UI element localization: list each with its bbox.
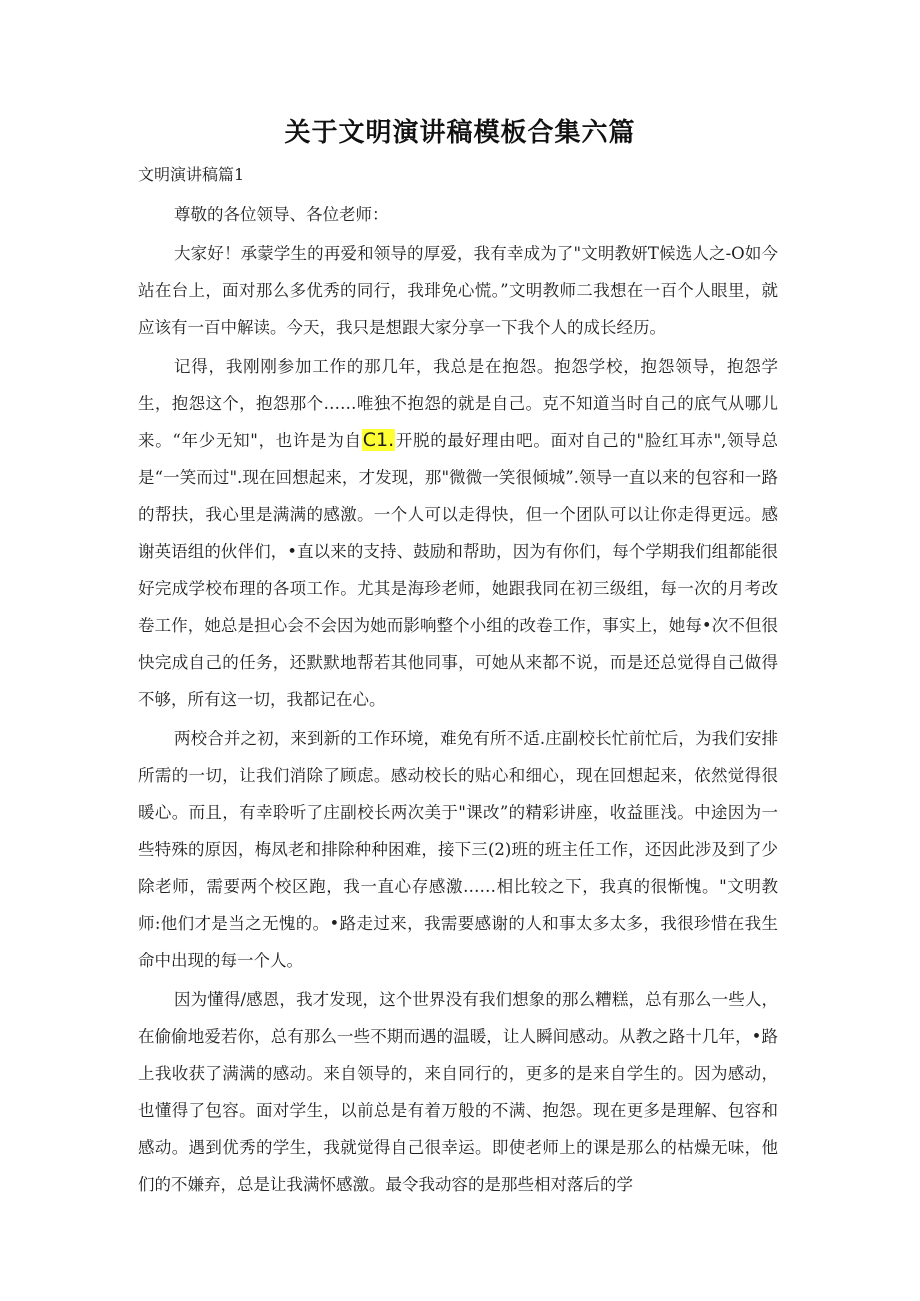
document-body [138, 196, 778, 1205]
paragraph-3 [138, 720, 778, 979]
paragraph-text: 两校合并之初，来到新的工作环境，难免有所不适.庄副校长忙前忙后，为我们安排所需的一切，让我们消除了顾虑。感动校长的贴心和细心，现在回想起来，依然觉得很暖心。而且，有幸聆听了庄副校长两次美于"课改”的精彩讲座，收益匪浅。中途因为一些特殊的原因，梅凤老和排除种种困难，接下三(2)班的班主任工作，还因此涉及到了少除老师，需要两个校区跑，我一直心存感激……相比较之下，我真的很惭愧。"文明教师:他们才是当之无愧的。•路走过来，我需要感谢的人和事太多太多，我很珍惜在我生命中出现的每一个人。 [138, 729, 778, 970]
document-title: 关于文明演讲稿模板合集六篇 [284, 118, 636, 148]
paragraph-4 [138, 981, 778, 1203]
paragraph-text: 大家好！承蒙学生的再爱和领导的厚爱，我有幸成为了"文明教妍T候选人之-O如今站在台上，面对那么多优秀的同行，我琲免心慌。”文明教师二我想在一百个人眼里，就应该有一百中解读。今天，我只是想跟大家分享一下我个人的成长经历。 [138, 244, 778, 337]
paragraph-text: 记得，我刚刚参加工作的那几年，我总是在抱怨。抱怨学校，抱怨领导，抱怨学生，抱怨这个，抱怨那个……唯独不抱怨的就是自己。克不知道当时自己的底气从哪儿来。“年少无知"，也许是为自 [138, 357, 778, 450]
paragraph-1 [138, 235, 778, 346]
paragraph-text: 开脱的最好理由吧。面对自己的"脸红耳赤",领导总是“一笑而过".现在回想起来，才发现，那"微微一笑很倾城”.领导一直以来的包容和一路的帮扶，我心里是满满的感激。一个人可以走得快，但一个团队可以让你走得更远。感谢英语组的伙伴们，•直以来的支持、鼓励和帮助，因为有你们，每个学期我们组都能很好完成学校布理的各项工作。尤其是海珍老师，她跟我同在初三级组，每一次的月考改卷工作，她总是担心会不会因为她而影响整个小组的改卷工作，事实上，她每•次不但很快完成自己的任务，还默默地帮若其他同事，可她从来都不说，而是还总觉得自己做得不够，所有这一切，我都记在心。 [138, 431, 778, 709]
section-heading: 文明演讲稿篇1 [138, 165, 245, 184]
highlighted-text: C1. [362, 429, 395, 451]
salutation: 尊敬的各位领导、各位老师： [174, 205, 389, 224]
paragraph-text: 因为懂得/感恩，我才发现，这个世界没有我们想象的那么糟糕，总有那么一些人，在偷偷地爱若你，总有那么一些不期而遇的温暖，让人瞬间感动。从教之路十几年，•路上我收获了满满的感动。来自领导的，来自同行的，更多的是来自学生的。因为感动，也懂得了包容。面对学生，以前总是有着万般的不满、抱怨。现在更多是理解、包容和感动。遇到优秀的学生，我就觉得自己很幸运。即使老师上的课是那么的枯燥无味，他们的不嫌弃，总是让我满怀感激。最令我动容的是那些相对落后的学 [138, 990, 778, 1194]
paragraph-2 [138, 348, 778, 718]
